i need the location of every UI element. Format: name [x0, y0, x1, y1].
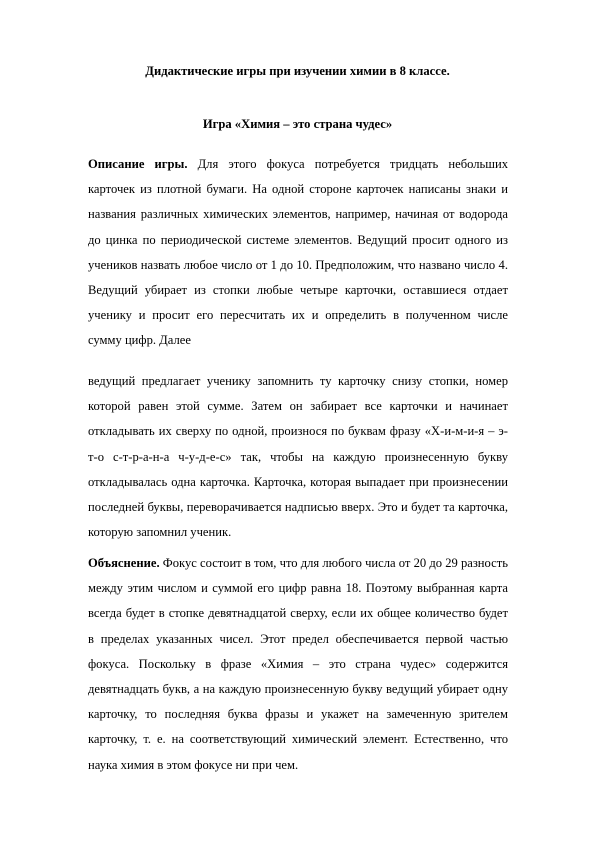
continuation-text: ведущий предлагает ученику запомнить ту карточку снизу стопки, номер которой равен этой сумме. Затем он забирает все карточки и начинает откладывать их сверху по одной, произнося по буквам фразу «Х-и-м-и-я – э-т-о с-т-р-а-н-а ч-у-д-е-с» так, чтобы на каждую произнесенную букву откладывалась одна карточка. Карточка, которая выпадает при произнесении последней буквы, переворачивается надписью вверх. Это и будет та карточка, которую запомнил ученик.: [88, 374, 508, 540]
game-title: Игра «Химия – это страна чудес»: [202, 117, 393, 131]
document-title: Дидактические игры при изучении химии в 8 классе.: [145, 64, 450, 78]
explanation-text: Фокус состоит в том, что для любого числа от 20 до 29 разность между этим числом и суммой его цифр равна 18. Поэтому выбранная карта всегда будет в стопке девятнадцатой сверху, если их общее количество будет в пределах указанных чисел. Этот предел обеспечивается первой частью фокуса. Поскольку в фразе «Химия – это страна чудес» содержится девятнадцать букв, а на каждую произнесенную букву ведущий убирает одну карточку, то последняя буква фразы и укажет на замеченную зрителем карточку, т. е. на соответствующий химический элемент. Естественно, что наука химия в этом фокусе ни при чем.: [88, 556, 508, 772]
description-paragraph: [88, 152, 508, 354]
explanation-label: Объяснение.: [88, 556, 160, 570]
explanation-paragraph: [88, 551, 508, 778]
description-text: Для этого фокуса потребуется тридцать небольших карточек из плотной бумаги. На одной стороне карточек написаны знаки и названия различных химических элементов, например, начиная от водорода до цинка по периодической системе элементов. Ведущий просит одного из учеников назвать любое число от 1 до 10. Предположим, что названо число 4. Ведущий убирает из стопки любые четыре карточки, оставшиеся отдает ученику и просит его пересчитать их и определить в полученном числе сумму цифр. Далее: [88, 157, 508, 348]
description-label: Описание игры.: [88, 157, 188, 171]
continuation-paragraph: [88, 369, 508, 545]
